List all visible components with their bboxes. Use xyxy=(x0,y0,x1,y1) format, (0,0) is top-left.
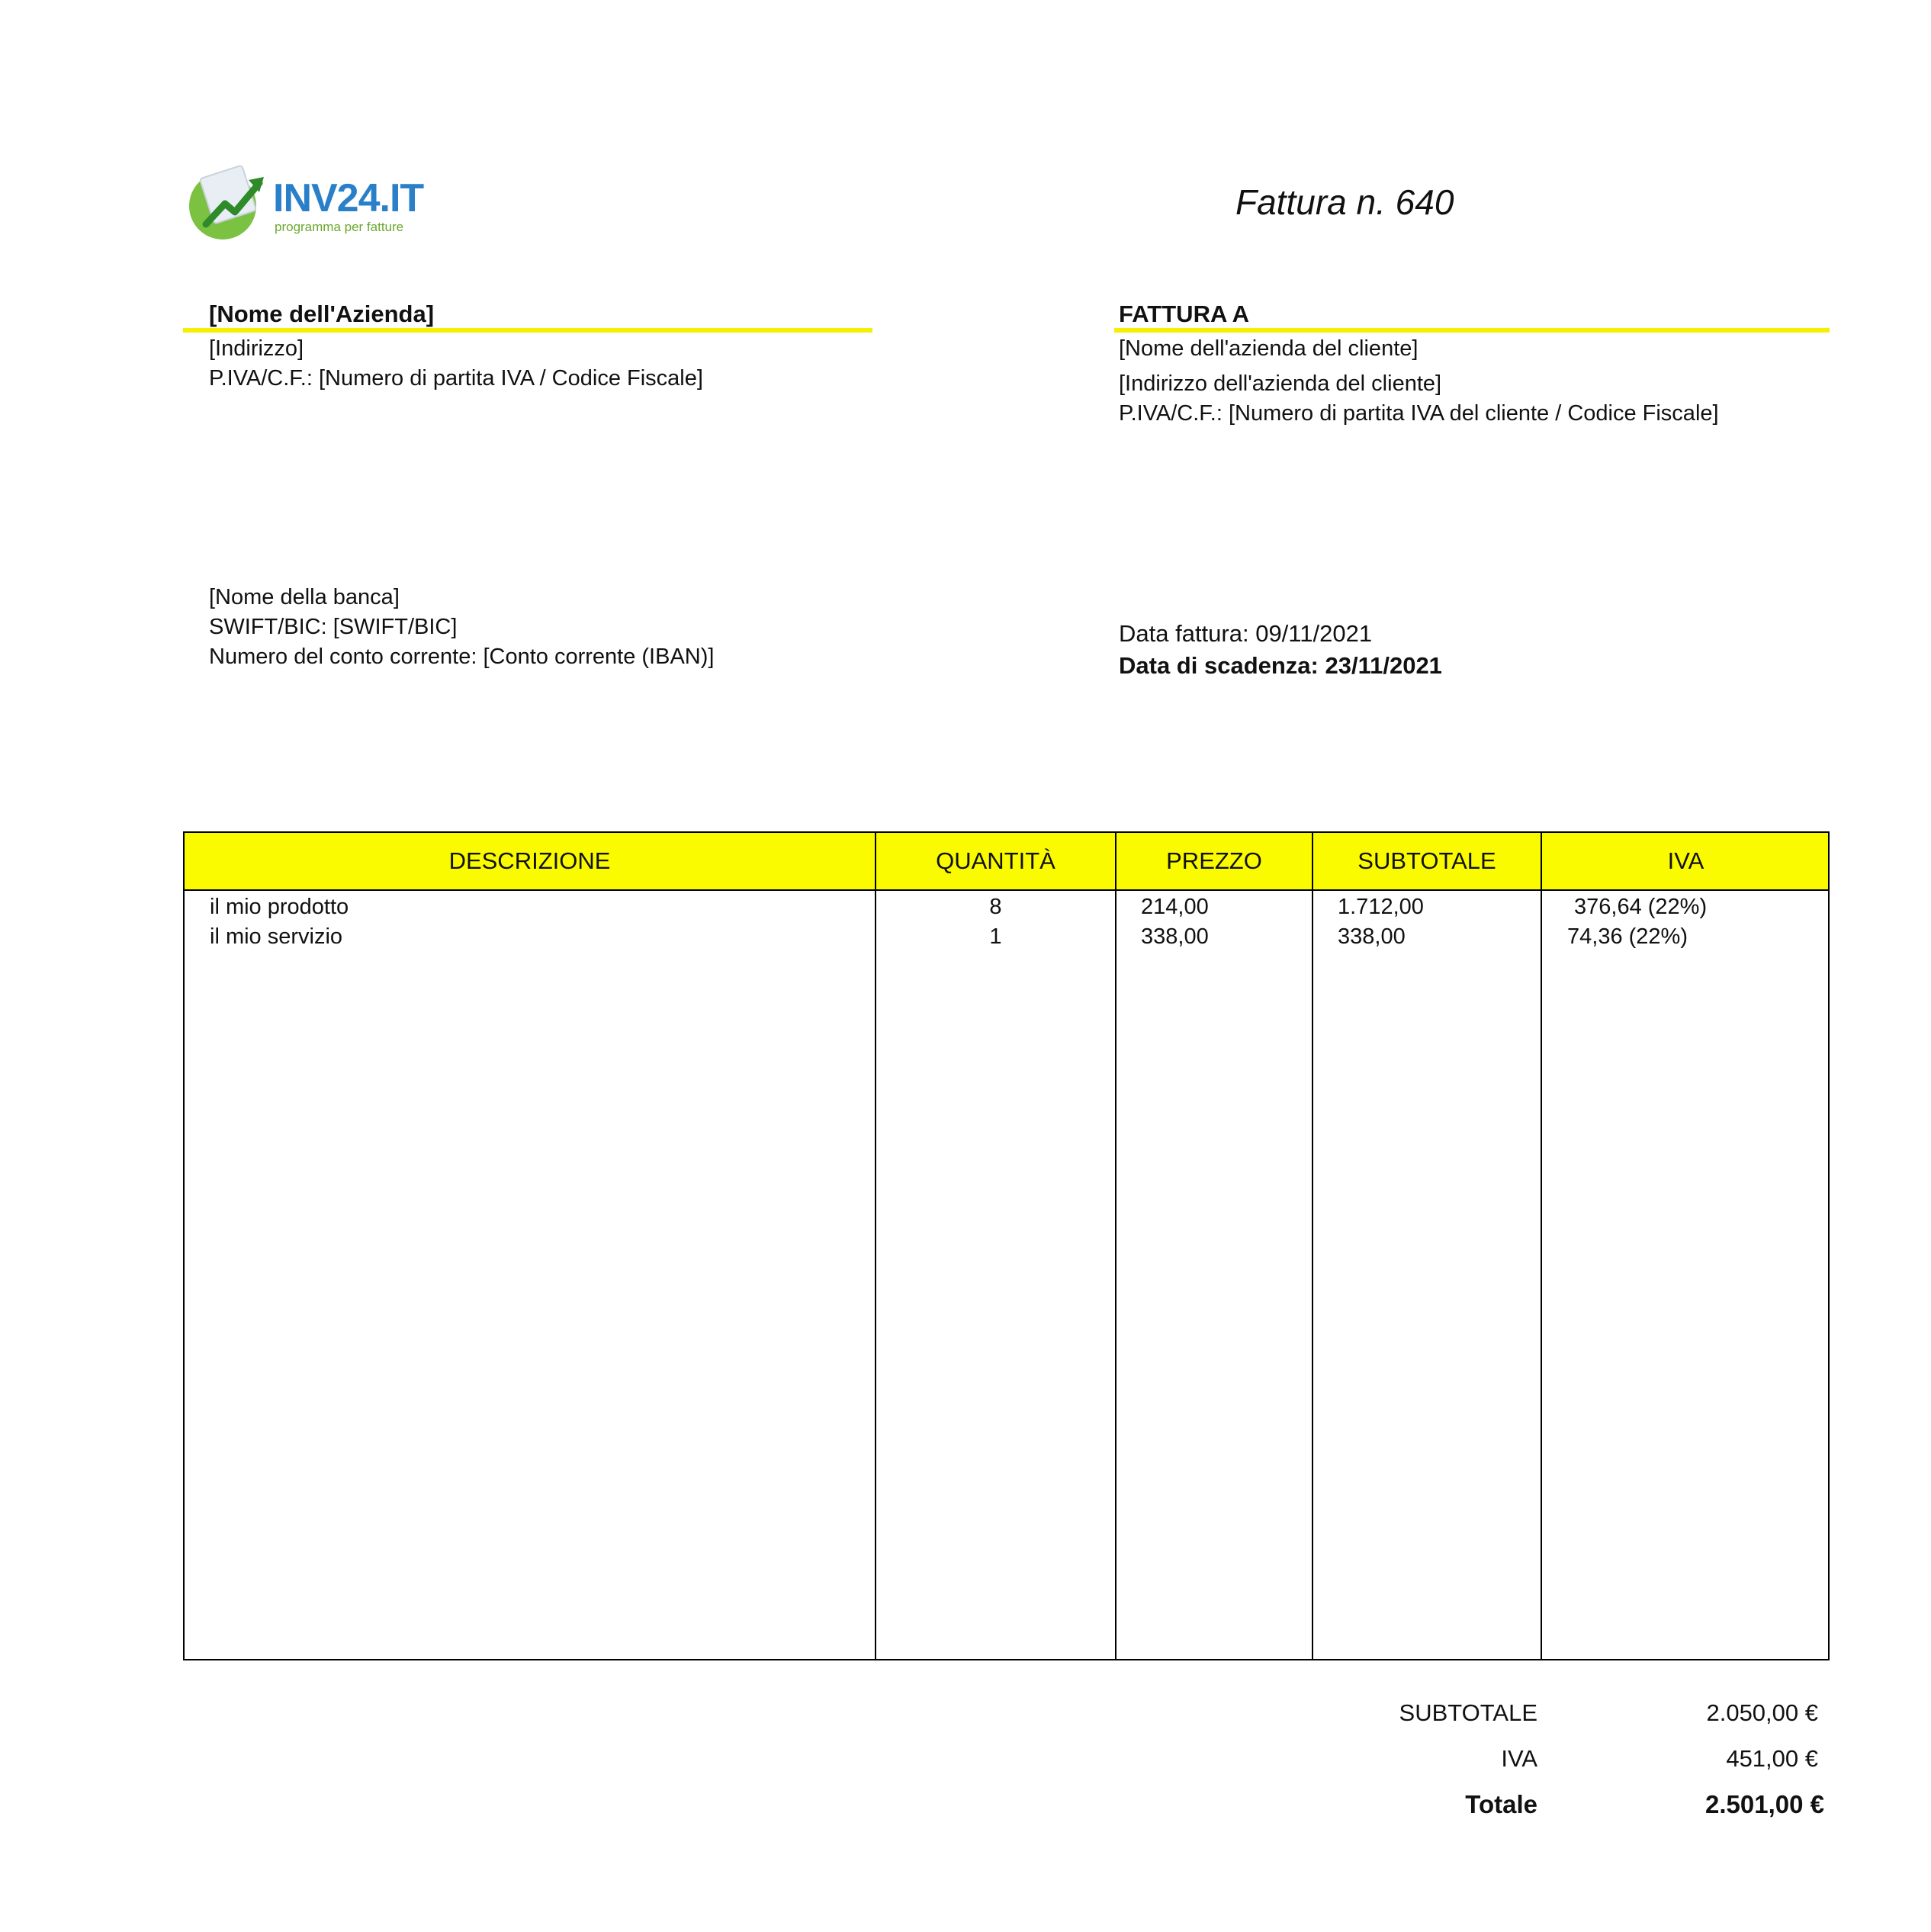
bank-account: Numero del conto corrente: [Conto corrente (IBAN)] xyxy=(209,645,715,669)
row-2-quantity: 1 xyxy=(989,924,1002,949)
header-price: PREZZO xyxy=(1166,847,1262,874)
bank-swift: SWIFT/BIC: [SWIFT/BIC] xyxy=(209,615,458,639)
invoice-title: Fattura n. 640 xyxy=(1235,182,1454,222)
header-quantity: QUANTITÀ xyxy=(936,847,1055,874)
column-divider xyxy=(1312,833,1313,1659)
bank-name: [Nome della banca] xyxy=(209,585,400,609)
row-2-price: 338,00 xyxy=(1141,924,1209,949)
row-1-subtotal: 1.712,00 xyxy=(1338,895,1424,919)
header-vat: IVA xyxy=(1667,847,1704,874)
column-divider xyxy=(1115,833,1117,1659)
row-1-vat: 376,64 (22%) xyxy=(1574,895,1708,919)
items-table xyxy=(183,831,1830,1660)
seller-name: [Nome dell'Azienda] xyxy=(209,301,435,327)
company-logo xyxy=(183,162,424,246)
row-1-quantity: 8 xyxy=(989,895,1002,919)
invoice-date: Data fattura: 09/11/2021 xyxy=(1119,620,1373,647)
client-name: [Nome dell'azienda del cliente] xyxy=(1119,336,1419,361)
client-divider xyxy=(1114,328,1830,333)
row-1-description: il mio prodotto xyxy=(210,895,349,919)
client-vat: P.IVA/C.F.: [Numero di partita IVA del cliente / Codice Fiscale] xyxy=(1119,401,1719,426)
row-2-subtotal: 338,00 xyxy=(1338,924,1406,949)
logo-chart-icon xyxy=(183,162,271,242)
subtotal-value: 2.050,00 € xyxy=(1706,1699,1818,1726)
row-1-price: 214,00 xyxy=(1141,895,1209,919)
header-description: DESCRIZIONE xyxy=(448,847,611,874)
seller-vat: P.IVA/C.F.: [Numero di partita IVA / Codice Fiscale] xyxy=(209,366,703,391)
seller-divider xyxy=(183,328,872,333)
logo-brand-text: INV24.IT xyxy=(273,176,424,220)
client-address: [Indirizzo dell'azienda del cliente] xyxy=(1119,371,1442,396)
client-heading: FATTURA A xyxy=(1119,301,1250,327)
logo-tagline: programma per fatture xyxy=(275,220,404,234)
header-subtotal: SUBTOTALE xyxy=(1357,847,1496,874)
seller-address: [Indirizzo] xyxy=(209,336,304,361)
column-divider xyxy=(875,833,876,1659)
row-2-vat: 74,36 (22%) xyxy=(1567,924,1688,949)
grand-total-value: 2.501,00 € xyxy=(1705,1790,1824,1818)
due-date: Data di scadenza: 23/11/2021 xyxy=(1119,652,1442,679)
column-divider xyxy=(1541,833,1542,1659)
subtotal-label: SUBTOTALE xyxy=(1399,1699,1537,1726)
vat-total-value: 451,00 € xyxy=(1726,1745,1818,1772)
vat-total-label: IVA xyxy=(1501,1745,1537,1772)
grand-total-label: Totale xyxy=(1465,1790,1537,1818)
row-2-description: il mio servizio xyxy=(210,924,343,949)
